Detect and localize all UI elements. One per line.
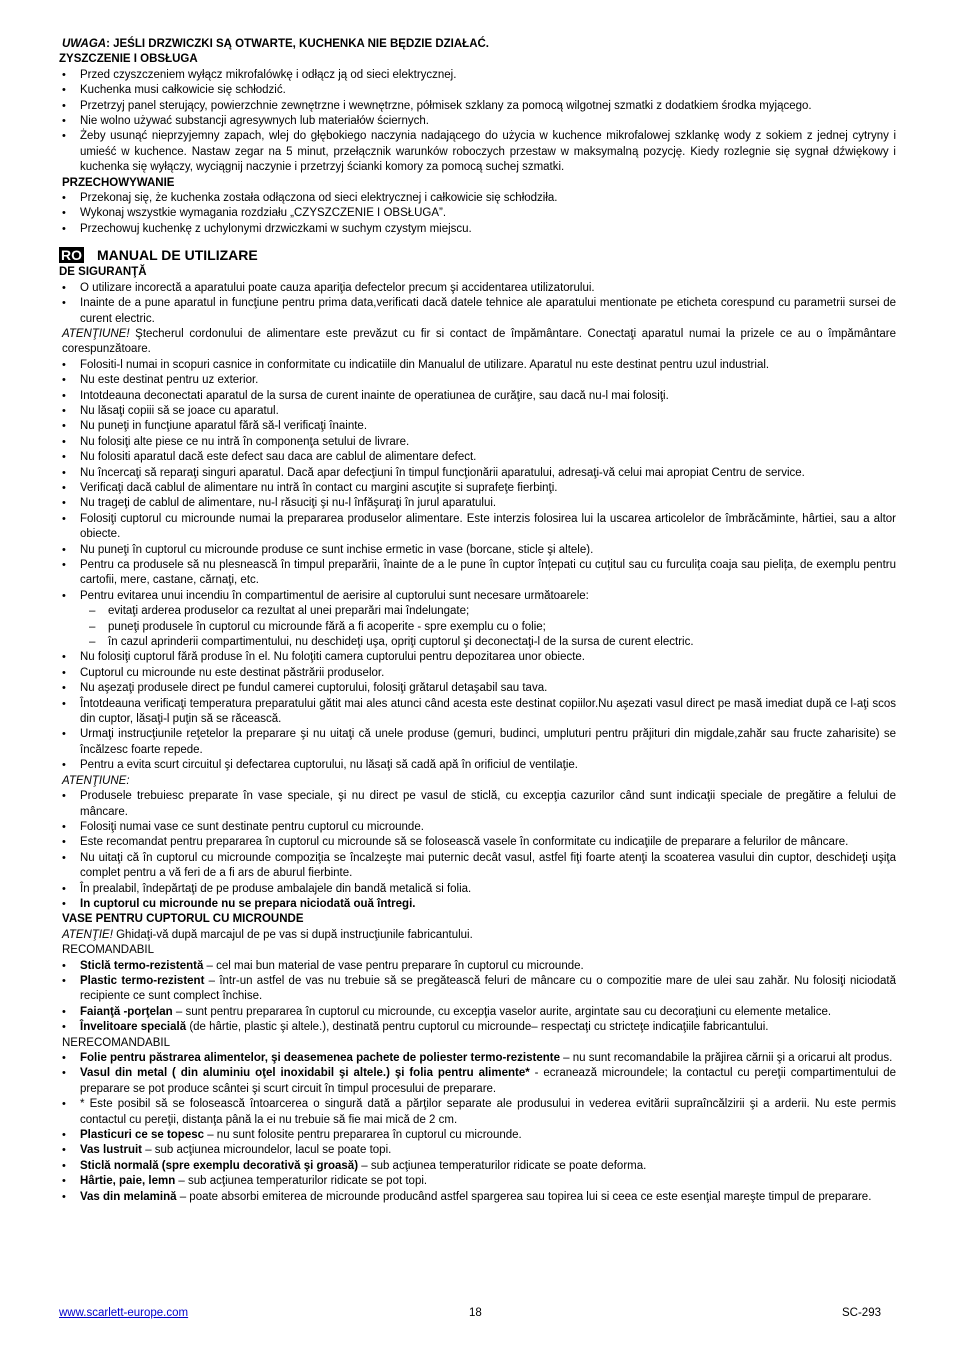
item-term: Vas lustruit	[80, 1144, 142, 1157]
list-item: – în cazul aprinderii compartimentului, nu deschideţi uşa, opriţi cuptorul şi deconectaţi-l de la sursa de curent electric.	[59, 635, 896, 650]
pl-cleaning-heading: ZYSZCZENIE I OBSŁUGA	[59, 53, 198, 66]
item-term: Plastic termo-rezistent	[80, 974, 205, 987]
list-item: • Przetrzyj panel sterujący, powierzchnie zewnętrzne i wewnętrzne, półmisek szklany za pomocą wilgotnej szmatki z dodatkiem środka myjącego.	[59, 99, 896, 114]
list-item: • Żeby usunąć nieprzyjemny zapach, wlej do głębokiego naczynia nadającego do użycia w kuchence mikrofalowej szklankę wody z sokiem z jednej cytryny i umieść w kuchence. Nastaw zegar na 5 minut, przełącznik warunków roboczych przestaw w maksymalną pozycję. Kiedy rozlegnie się sygnał dźwiękowy i kuchenka się wyłączy, wyciągnij naczynie i przetrzyj ścianki komory za pomocą suchej szmatki.	[59, 129, 896, 175]
list-item: • Pentru ca produsele să nu plesnească în timpul preparării, înainte de a le pune în cuptor înțepati cu cuțitul sau cu furculița coaja sau pielița, de exemplu pentru cartofii, mere, castane, cărnaţi, etc.	[59, 558, 896, 589]
list-item: • Folosiţi cuptorul cu microunde numai la prepararea produselor alimentare. Este interzis folosirea lui la uscarea articolelor de îmbrăcăminte, hârtiei, sau a altor obiecte.	[59, 512, 896, 543]
list-item: • Nu trageţi de cablul de alimentare, nu-l răsuciţi şi nu-l înfăşuraţi în jurul aparatului.	[59, 496, 896, 511]
list-item: • În prealabil, îndepărtaţi de pe produse ambalajele din bandă metalică si folia.	[59, 882, 896, 897]
list-item: • Verificaţi dacă cablul de alimentare nu intră în contact cu margini ascuţite si suprafeţe fierbinţi.	[59, 481, 896, 496]
document-page	[59, 37, 896, 1205]
ro-attention-1-label: ATENŢIUNE!	[62, 327, 130, 340]
list-item	[59, 1128, 896, 1143]
list-item: • Przechowuj kuchenkę z uchylonymi drzwiczkami w suchym czystym miejscu.	[59, 222, 896, 237]
ro-attention-3	[59, 928, 896, 943]
section-title: MANUAL DE UTILIZARE	[97, 246, 258, 263]
item-description: – sub acţiunea temperaturilor ridicate se poate deforma.	[358, 1159, 647, 1172]
list-item: • Nu uitaţi că în cuptorul cu microunde compoziţia se încalzeşte mai puternic decât vasul, astfel fiţi foarte atenţi la scoaterea vasului din cuptor, deschideţi uşiţa complet pentru a vă feri de a fi ars de aburul fierbinte.	[59, 851, 896, 882]
ro-not-recommended-list	[59, 1051, 896, 1205]
list-item	[59, 897, 896, 912]
item-term: Sticlă normală (spre exemplu decorativă şi groasă)	[80, 1159, 359, 1172]
list-item: • Pentru a evita scurt circuitul şi defectarea cuptorului, nu lăsaţi să cadă apă în orificiul de ventilaţie.	[59, 758, 896, 773]
list-item: • Kuchenka musi całkowicie się schłodzić.	[59, 83, 896, 98]
page-footer	[59, 1306, 881, 1322]
ro-vessels-heading: VASE PENTRU CUPTORUL CU MICROUNDE	[62, 913, 304, 926]
item-description: – poate absorbi emiterea de microunde producând astfel spargerea sau topirea lui si ceea ce este esenţial mareşte timpul de preparare.	[176, 1190, 872, 1203]
list-item	[59, 959, 896, 974]
list-item: • O utilizare incorectă a aparatului poate cauza apariţia defectelor precum şi accidentarea utilizatorului.	[59, 281, 896, 296]
item-description: – sub acţiunea temperaturilor ridicate se pot topi.	[175, 1175, 428, 1188]
list-item	[59, 1174, 896, 1189]
list-item: • Nu încercaţi să reparaţi singuri aparatul. Dacă apar defecţiuni în timpul funcţionării aparatului, adresaţi-vă celui mai apropiat Centru de service.	[59, 466, 896, 481]
item-term: Hârtie, paie, lemn	[80, 1175, 176, 1188]
ro-safety-list-c	[59, 650, 896, 773]
item-description: – într-un astfel de vas nu trebuie să se pregătească feluri de mâncare cu o compozitie mare de ulei sau zahăr. Nu folosiţi niciodată recipiente ce sunt complect închise.	[80, 974, 896, 1003]
ro-attention-1	[59, 327, 896, 358]
list-item: • Intotdeauna deconectati aparatul de la sursa de curent inainte de operatiunea de curăţire, sau dacă nu-l mai folosiţi.	[59, 389, 896, 404]
pl-warning-label: UWAGA	[62, 38, 107, 50]
list-item: • Folosiţi numai vase ce sunt destinate pentru cuptorul cu microunde.	[59, 820, 896, 835]
list-item	[59, 1066, 896, 1097]
item-description: – sunt pentru prepararea în cuptorul cu microunde, cu excepţia vaselor aurite, argintate sau cu decoraţiuni cu elemente metalice.	[172, 1005, 832, 1018]
website-link[interactable]: www.scarlett-europe.com	[59, 1307, 189, 1319]
ro-not-recommended-label: NERECOMANDABIL	[62, 1036, 170, 1049]
ro-attention-3-label: ATENŢIE!	[62, 928, 113, 941]
ro-safety-list-a	[59, 281, 896, 327]
item-description: – cel mai bun material de vase pentru preparare în cuptorul cu microunde.	[203, 959, 584, 972]
ro-attention-3-text: Ghidaţi-vă după marcajul de pe vas si după instrucţiunile fabricantului.	[112, 928, 473, 941]
list-item	[59, 1097, 896, 1128]
list-item: • Nu este destinat pentru uz exterior.	[59, 373, 896, 388]
item-description: – sub acţiunea microundelor, lacul se poate topi.	[142, 1144, 392, 1157]
ro-section-header	[59, 245, 896, 265]
item-term: Plasticuri ce se topesc	[80, 1129, 205, 1142]
list-item	[59, 1190, 896, 1205]
list-item: – evitaţi arderea produselor ca rezultat al unei preparări mai îndelungate;	[59, 604, 896, 619]
pl-warning-text: : JEŚLI DRZWICZKI SĄ OTWARTE, KUCHENKA NIE BĘDZIE DZIAŁAĆ.	[106, 38, 489, 50]
ro-attention-2-label: ATENŢIUNE:	[62, 774, 130, 787]
ro-recommended-list	[59, 959, 896, 1036]
ro-fire-sublist	[59, 604, 896, 650]
item-description: (de hârtie, plastic şi altele.), destinată pentru cuptorul cu microunde– respectaţi cu stricteţe indicaţiile fabricantului.	[186, 1021, 769, 1034]
pl-warning	[59, 37, 896, 52]
pl-storage-list	[59, 191, 896, 237]
list-item: • Nu puneţi in funcţiune aparatul fără să-l verificaţi înainte.	[59, 419, 896, 434]
list-item	[59, 1051, 896, 1066]
list-item: • Pentru evitarea unui incendiu în compartimentul de aerisire al cuptorului sunt necesare următoarele:	[59, 589, 896, 604]
ro-attention-2	[59, 774, 896, 789]
item-description: – nu sunt recomandabile la prăjirea cărnii şi a oricarui alt produs.	[559, 1052, 893, 1064]
list-item	[59, 974, 896, 1005]
list-item: • Nu folositi aparatul dacă este defect sau daca are cablul de alimentare defect.	[59, 450, 896, 465]
list-item	[59, 1005, 896, 1020]
list-item: • Wykonaj wszystkie wymagania rozdziału „CZYSZCZENIE I OBSŁUGA”.	[59, 206, 896, 221]
item-description: – nu sunt folosite pentru prepararea în cuptorul cu microunde.	[204, 1129, 522, 1142]
pl-cleaning-list	[59, 68, 896, 176]
ro-eggs-list	[59, 897, 896, 912]
item-term: Faianţă -porţelan	[80, 1005, 173, 1018]
list-item	[59, 1159, 896, 1174]
list-item: • Nu lăsaţi copiii să se joace cu aparatul.	[59, 404, 896, 419]
model-number: SC-293	[842, 1307, 881, 1319]
list-item: • Urmaţi instrucţiunile reţetelor la preparare şi nu uitaţi că unele produse (gemuri, budinci, umpluturi pentru prăjituri din migdale,zahăr sau fructe zaharisite) se încălzesc foarte repede.	[59, 727, 896, 758]
list-item: • Este recomandat pentru prepararea în cuptorul cu microunde să se folosească vasele în conformitate cu indicaţiile de preparare a felurilor de mâncare.	[59, 835, 896, 850]
item-term: Folie pentru păstrarea alimentelor, şi deasemenea pachete de poliester termo-rezistente	[80, 1052, 560, 1064]
list-item: – puneţi produsele în cuptorul cu microunde fără a fi acoperite - spre exemplu cu o folie;	[59, 620, 896, 635]
pl-storage-heading: PRZECHOWYWANIE	[62, 176, 175, 189]
list-item	[59, 1020, 896, 1035]
ro-safety-list-d	[59, 789, 896, 897]
list-item	[59, 1143, 896, 1158]
list-item: • Nu puneţi în cuptorul cu microunde produse ce sunt inchise ermetic in vase (borcane, sticle şi altele).	[59, 543, 896, 558]
list-item: • Nu aşezaţi produsele direct pe fundul camerei cuptorului, folosiţi grătarul detaşabil sau tava.	[59, 681, 896, 696]
list-item: • Folositi-l numai in scopuri casnice in conformitate cu indicatiile din Manualul de utilizare. Aparatul nu este destinat pentru uzul industrial.	[59, 358, 896, 373]
item-description: * Este posibil să se folosească întoarcerea o singură dată a părţilor separate ale produsului in vederea evitării supraîncălzirii şi a arderii. Nu este permis contactul cu pereţii, distanţa până la ei nu trebuie să fie mai mică de 2 cm.	[80, 1098, 896, 1126]
list-item: • Nie wolno używać substancji agresywnych lub materiałów ściernych.	[59, 114, 896, 129]
list-item: • Nu folosiţi alte piese ce nu intră în componenţa setului de livrare.	[59, 435, 896, 450]
list-item: • Przekonaj się, że kuchenka została odłączona od sieci elektrycznej i całkowicie się schłodziła.	[59, 191, 896, 206]
list-item: • Produsele trebuiesc preparate în vase speciale, şi nu direct pe vasul de sticlă, cu excepţia cazurilor când sunt indicaţii speciale de pregătire a felului de mâncare.	[59, 789, 896, 820]
item-term: Vasul din metal ( din aluminiu oţel inoxidabil şi altele.) şi folia pentru alimente*	[80, 1067, 530, 1080]
ro-safety-heading: DE SIGURANŢĂ	[59, 266, 147, 279]
list-item: • Întotdeauna verificaţi temperatura preparatului gătit mai ales atunci când acesta este destinat copiilor.Nu aşezati vasul direct pe masă imediat după ce l-aţi scos din cuptor, lăsaţi-l puţin să se răcească.	[59, 697, 896, 728]
list-item: • Przed czyszczeniem wyłącz mikrofalówkę i odłącz ją od sieci elektrycznej.	[59, 68, 896, 83]
ro-safety-list-b	[59, 358, 896, 605]
item-term: Vas din melamină	[80, 1190, 177, 1203]
language-badge: RO	[61, 247, 82, 264]
list-item: • Inainte de a pune aparatul in funcţiune pentru prima data,verificati dacă datele tehnice ale aparatului mentionate pe eticheta corespund cu parametrii sursei de curent electric.	[59, 296, 896, 327]
ro-attention-1-text: Ştecherul cordonului de alimentare este prevăzut cu fir si contact de împământare. Conectaţi aparatul numai la prizele ce au o împământare corespunzătoare.	[62, 327, 896, 356]
item-term: Sticlă termo-rezistentă	[80, 959, 204, 972]
list-item: • Cuptorul cu microunde nu este destinat păstrării produselor.	[59, 666, 896, 681]
item-term: Învelitoare specială	[80, 1021, 187, 1034]
page-number: 18	[469, 1307, 482, 1319]
ro-eggs-warning: In cuptorul cu microunde nu se prepara niciodată ouă întregi.	[80, 897, 416, 910]
ro-recommended-label: RECOMANDABIL	[62, 944, 155, 957]
list-item: • Nu folosiţi cuptorul fără produse în el. Nu foloţiti camera cuptorului pentru depozitarea unor obiecte.	[59, 650, 896, 665]
item-description: - ecranează microundele; la contactul cu pereţii compartimentului de preparare se pot produce scântei şi scurt circuit în timpul procesului de preparare.	[80, 1067, 896, 1095]
